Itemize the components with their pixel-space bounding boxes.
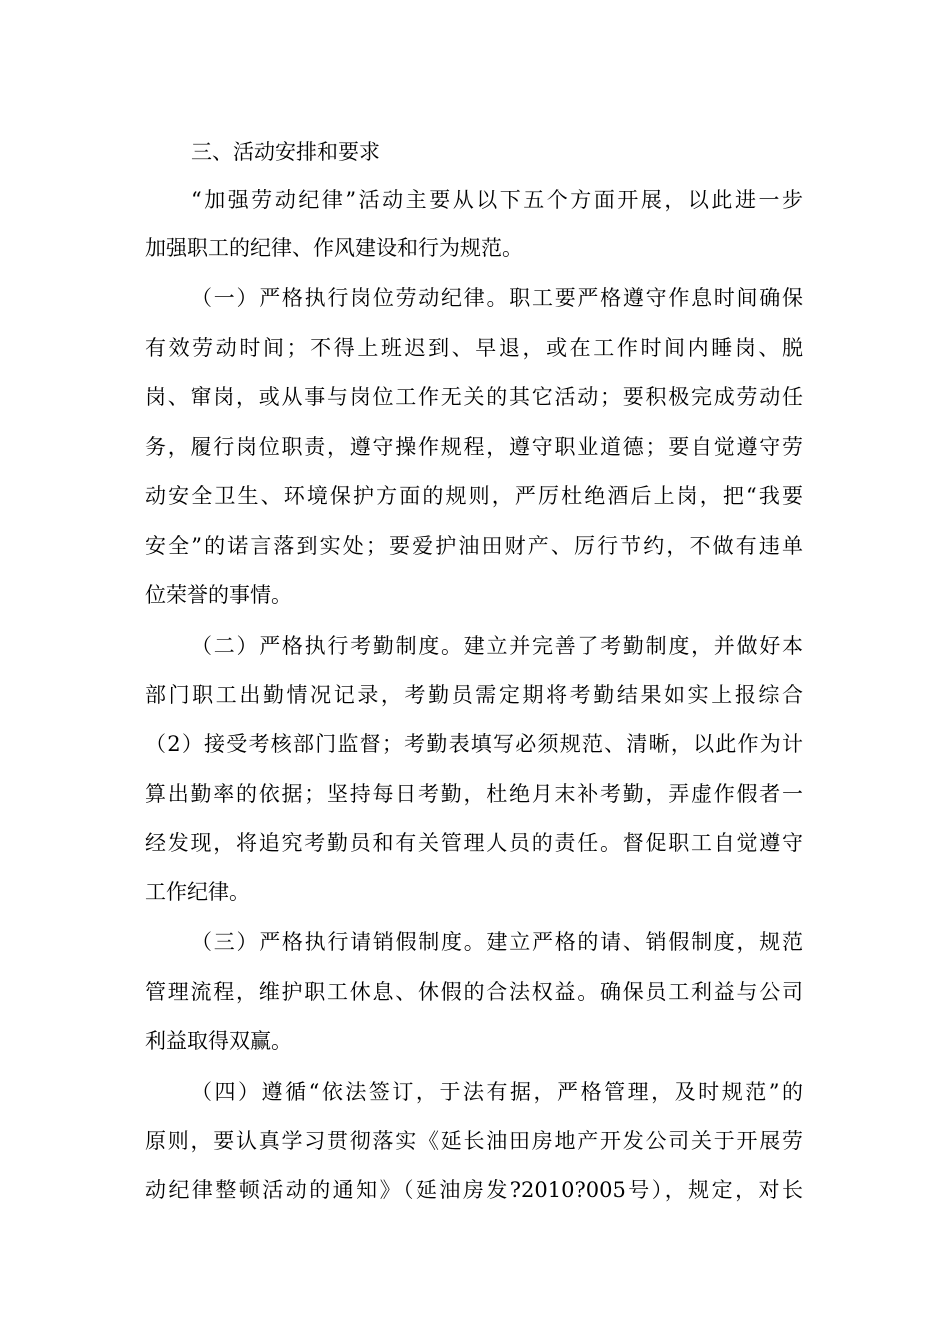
paragraph-line: 动纪律整顿活动的通知》（延油房发?2010?005号），规定，对长 — [145, 1178, 803, 1202]
paragraph-line: 动安全卫生、环境保护方面的规则，严厉杜绝酒后上岗，把“我要 — [145, 484, 803, 508]
paragraph-line: 务，履行岗位职责，遵守操作规程，遵守职业道德；要自觉遵守劳 — [145, 435, 803, 459]
paragraph-line: 位荣誉的事情。 — [145, 583, 292, 607]
section-heading: 三、活动安排和要求 — [191, 140, 380, 164]
paragraph-line: 部门职工出勤情况记录，考勤员需定期将考勤结果如实上报综合 — [145, 683, 803, 707]
paragraph-line: （一）严格执行岗位劳动纪律。职工要严格遵守作息时间确保 — [191, 286, 803, 310]
paragraph-line: 有效劳动时间；不得上班迟到、早退，或在工作时间内睡岗、脱 — [145, 336, 803, 360]
paragraph-line: 管理流程，维护职工休息、休假的合法权益。确保员工利益与公司 — [145, 980, 803, 1004]
paragraph-line: 经发现，将追究考勤员和有关管理人员的责任。督促职工自觉遵守 — [145, 831, 803, 855]
paragraph-line: （二）严格执行考勤制度。建立并完善了考勤制度，并做好本 — [191, 634, 803, 658]
paragraph-line: “加强劳动纪律”活动主要从以下五个方面开展，以此进一步 — [191, 188, 803, 212]
paragraph-line: （2）接受考核部门监督；考勤表填写必须规范、清晰，以此作为计 — [145, 732, 803, 756]
paragraph-line: 安全”的诺言落到实处；要爱护油田财产、厉行节约，不做有违单 — [145, 534, 803, 558]
paragraph-line: 岗、窜岗，或从事与岗位工作无关的其它活动；要积极完成劳动任 — [145, 385, 803, 409]
paragraph-line: 算出勤率的依据；坚持每日考勤，杜绝月末补考勤，弄虚作假者一 — [145, 782, 803, 806]
paragraph-line: 工作纪律。 — [145, 880, 250, 904]
paragraph-line: （四）遵循“依法签订，于法有据，严格管理，及时规范”的 — [191, 1080, 803, 1104]
paragraph-line: 加强职工的纪律、作风建设和行为规范。 — [145, 236, 523, 260]
paragraph-line: 原则，要认真学习贯彻落实《延长油田房地产开发公司关于开展劳 — [145, 1129, 803, 1153]
paragraph-line: （三）严格执行请销假制度。建立严格的请、销假制度，规范 — [191, 930, 803, 954]
paragraph-line: 利益取得双赢。 — [145, 1029, 292, 1053]
